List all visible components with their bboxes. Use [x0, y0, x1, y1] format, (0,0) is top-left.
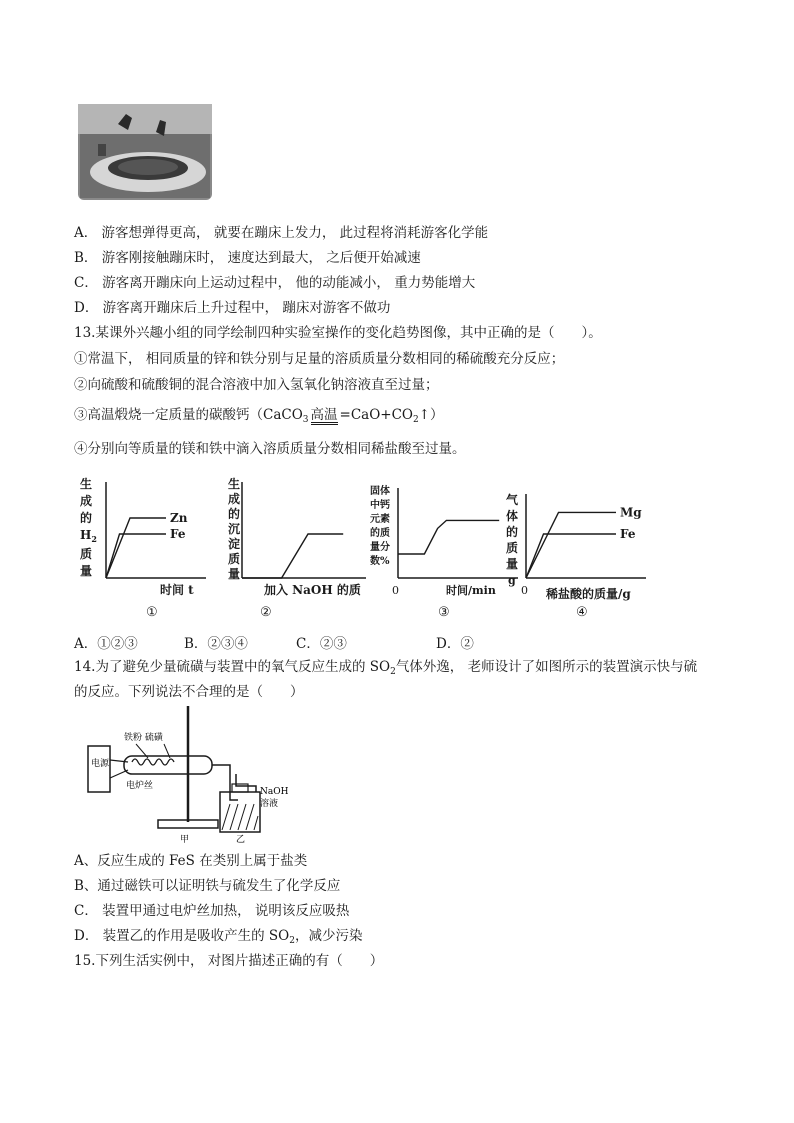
- q13-item-3-mid: =CaO+CO: [339, 407, 413, 423]
- chart-1-xlabel: 时间 t: [160, 583, 194, 597]
- q12-option-a: A． 游客想弹得更高， 就要在蹦床上发力， 此过程将消耗游客化学能: [74, 225, 489, 241]
- q14-stem-line-1: 14.为了避免少量硫磺与装置中的氧气反应生成的 $SO_2$气体外逸， 老师设计了如图所示的装置演示快与硫: [74, 659, 698, 677]
- q12-option-b: B． 游客刚接触蹦床时， 速度达到最大， 之后便开始减速: [74, 250, 421, 266]
- label-jia: 甲: [180, 835, 190, 844]
- solution-label-2: 溶液: [260, 799, 279, 809]
- chart-4-series-2-label: Fe: [620, 527, 636, 541]
- svg-text:固体: 固体: [370, 486, 390, 497]
- q14-stem-line-2: 的反应。下列说法不合理的是（ ）: [74, 684, 304, 700]
- svg-text:的: 的: [506, 525, 519, 539]
- chart-3-origin: 0: [392, 584, 399, 597]
- svg-text:沉: 沉: [228, 522, 241, 536]
- svg-text:生: 生: [228, 477, 241, 491]
- svg-text:的质: 的质: [370, 528, 390, 539]
- label-yi: 乙: [236, 835, 246, 844]
- svg-text:成: 成: [228, 492, 241, 506]
- svg-text:生: 生: [80, 477, 93, 491]
- heating-coil-icon: [132, 759, 174, 765]
- q13-item-3: ③高温煅烧一定质量的碳酸钙（CaCO$_3$ 高温 $=CaO+CO_2↑$）: [74, 407, 444, 425]
- q13-item-3-condition: 高温: [310, 407, 338, 423]
- trampoline-photo: [78, 104, 212, 200]
- chart-4-series-1-label: Mg: [620, 505, 642, 520]
- chart-4-origin: 0: [521, 584, 528, 597]
- svg-text:量分: 量分: [370, 542, 390, 553]
- chart-1-series-2-label: Fe: [170, 527, 186, 541]
- chart-1-ylabel: [80, 476, 97, 578]
- svg-text:量: 量: [80, 564, 93, 578]
- svg-text:质: 质: [80, 547, 93, 561]
- q13-answer-c: C．②③: [296, 636, 347, 652]
- powder-label: 铁粉 硫磺: [124, 733, 163, 743]
- svg-text:体: 体: [506, 509, 519, 523]
- q14-option-d-part-b: ，减少污染: [294, 928, 363, 944]
- svg-text:成: 成: [80, 494, 93, 508]
- q12-option-d: D． 游客离开蹦床后上升过程中， 蹦床对游客不做功: [74, 300, 391, 316]
- q13-stem: 13.某课外兴趣小组的同学绘制四种实验室操作的变化趋势图像，其中正确的是（ ）。: [74, 325, 602, 341]
- power-supply-icon: [88, 746, 110, 792]
- q15-stem: 15.下列生活实例中， 对图片描述正确的有（ ）: [74, 953, 384, 969]
- chart-2-xlabel: 加入 NaOH 的质: [264, 583, 361, 597]
- q14-option-b: B、通过磁铁可以证明铁与硫发生了化学反应: [74, 878, 341, 894]
- svg-text:气: 气: [506, 493, 519, 507]
- chart-4-xlabel: 稀盐酸的质量/g: [546, 587, 631, 601]
- solution-label-1: NaOH: [260, 787, 289, 797]
- svg-text:淀: 淀: [228, 537, 241, 551]
- chart-1: [76, 474, 226, 628]
- svg-text:g: g: [508, 574, 516, 587]
- svg-text:量: 量: [506, 557, 519, 571]
- svg-text:数%: 数%: [370, 556, 390, 567]
- chart-2: [226, 474, 376, 628]
- q13-item-4: ④分别向等质量的镁和铁中滴入溶质质量分数相同稀盐酸至过量。: [74, 441, 466, 457]
- reaction-tube-icon: [124, 756, 212, 774]
- chart-2-caption: ②: [260, 605, 272, 620]
- chart-4-series-2-line: [526, 534, 616, 578]
- q13-answer-a: A．①②③: [74, 636, 138, 652]
- power-label: 电源: [91, 759, 110, 769]
- svg-text:的: 的: [228, 507, 241, 521]
- chart-4-ylabel: [506, 492, 519, 587]
- chart-4-caption: ④: [576, 605, 588, 620]
- chart-2-series-1-line: [242, 534, 343, 578]
- q14-option-c: C． 装置甲通过电炉丝加热， 说明该反应吸热: [74, 903, 350, 919]
- chart-4: [500, 474, 650, 628]
- coil-label: 电炉丝: [126, 781, 154, 791]
- q14-stem-part-b: 气体外逸， 老师设计了如图所示的装置演示快与硫: [395, 659, 698, 675]
- q14-stem-part-a: 14.为了避免少量硫磺与装置中的氧气反应生成的 SO: [74, 659, 391, 675]
- q14-option-d-part-a: D． 装置乙的作用是吸收产生的 SO: [74, 928, 290, 944]
- svg-text:量: 量: [228, 567, 241, 581]
- svg-text:元素: 元素: [370, 514, 390, 525]
- gas-bottle-icon: [220, 792, 260, 832]
- q13-answer-d: D．②: [436, 636, 474, 652]
- q13-item-3-suffix: ↑）: [418, 407, 444, 423]
- q13-item-2: ②向硫酸和硫酸铜的混合溶液中加入氢氧化钠溶液直至过量；: [74, 377, 439, 393]
- q13-answers: [74, 632, 574, 650]
- apparatus-diagram: [80, 704, 310, 844]
- chart-2-ylabel: [228, 476, 240, 581]
- chart-3-xlabel: 时间/min: [446, 584, 496, 597]
- chart-1-series-1-label: Zn: [170, 511, 188, 525]
- svg-text:质: 质: [506, 541, 519, 555]
- q14-option-d: D． 装置乙的作用是吸收产生的 $SO_2$，减少污染: [74, 928, 363, 946]
- q14-option-a: A、反应生成的 FeS 在类别上属于盐类: [74, 853, 308, 869]
- svg-text:H2: $H_2$: [80, 528, 97, 544]
- q13-answer-b: B．②③④: [184, 636, 248, 652]
- q12-option-c: C． 游客离开蹦床向上运动过程中， 他的动能减小， 重力势能增大: [74, 275, 476, 291]
- chart-3-series-1-line: [398, 520, 499, 554]
- q13-item-1: ①常温下， 相同质量的锌和铁分别与足量的溶质质量分数相同的稀硫酸充分反应；: [74, 351, 565, 367]
- svg-text:质: 质: [228, 552, 241, 566]
- chart-3-caption: ③: [438, 605, 450, 620]
- chart-1-caption: ①: [146, 605, 158, 620]
- svg-text:中钙: 中钙: [370, 500, 390, 511]
- chart-3-ylabel: [370, 484, 390, 567]
- chart-3: [370, 474, 520, 628]
- q13-item-3-prefix: ③高温煅烧一定质量的碳酸钙（CaCO: [74, 407, 303, 423]
- svg-text:的: 的: [80, 511, 93, 525]
